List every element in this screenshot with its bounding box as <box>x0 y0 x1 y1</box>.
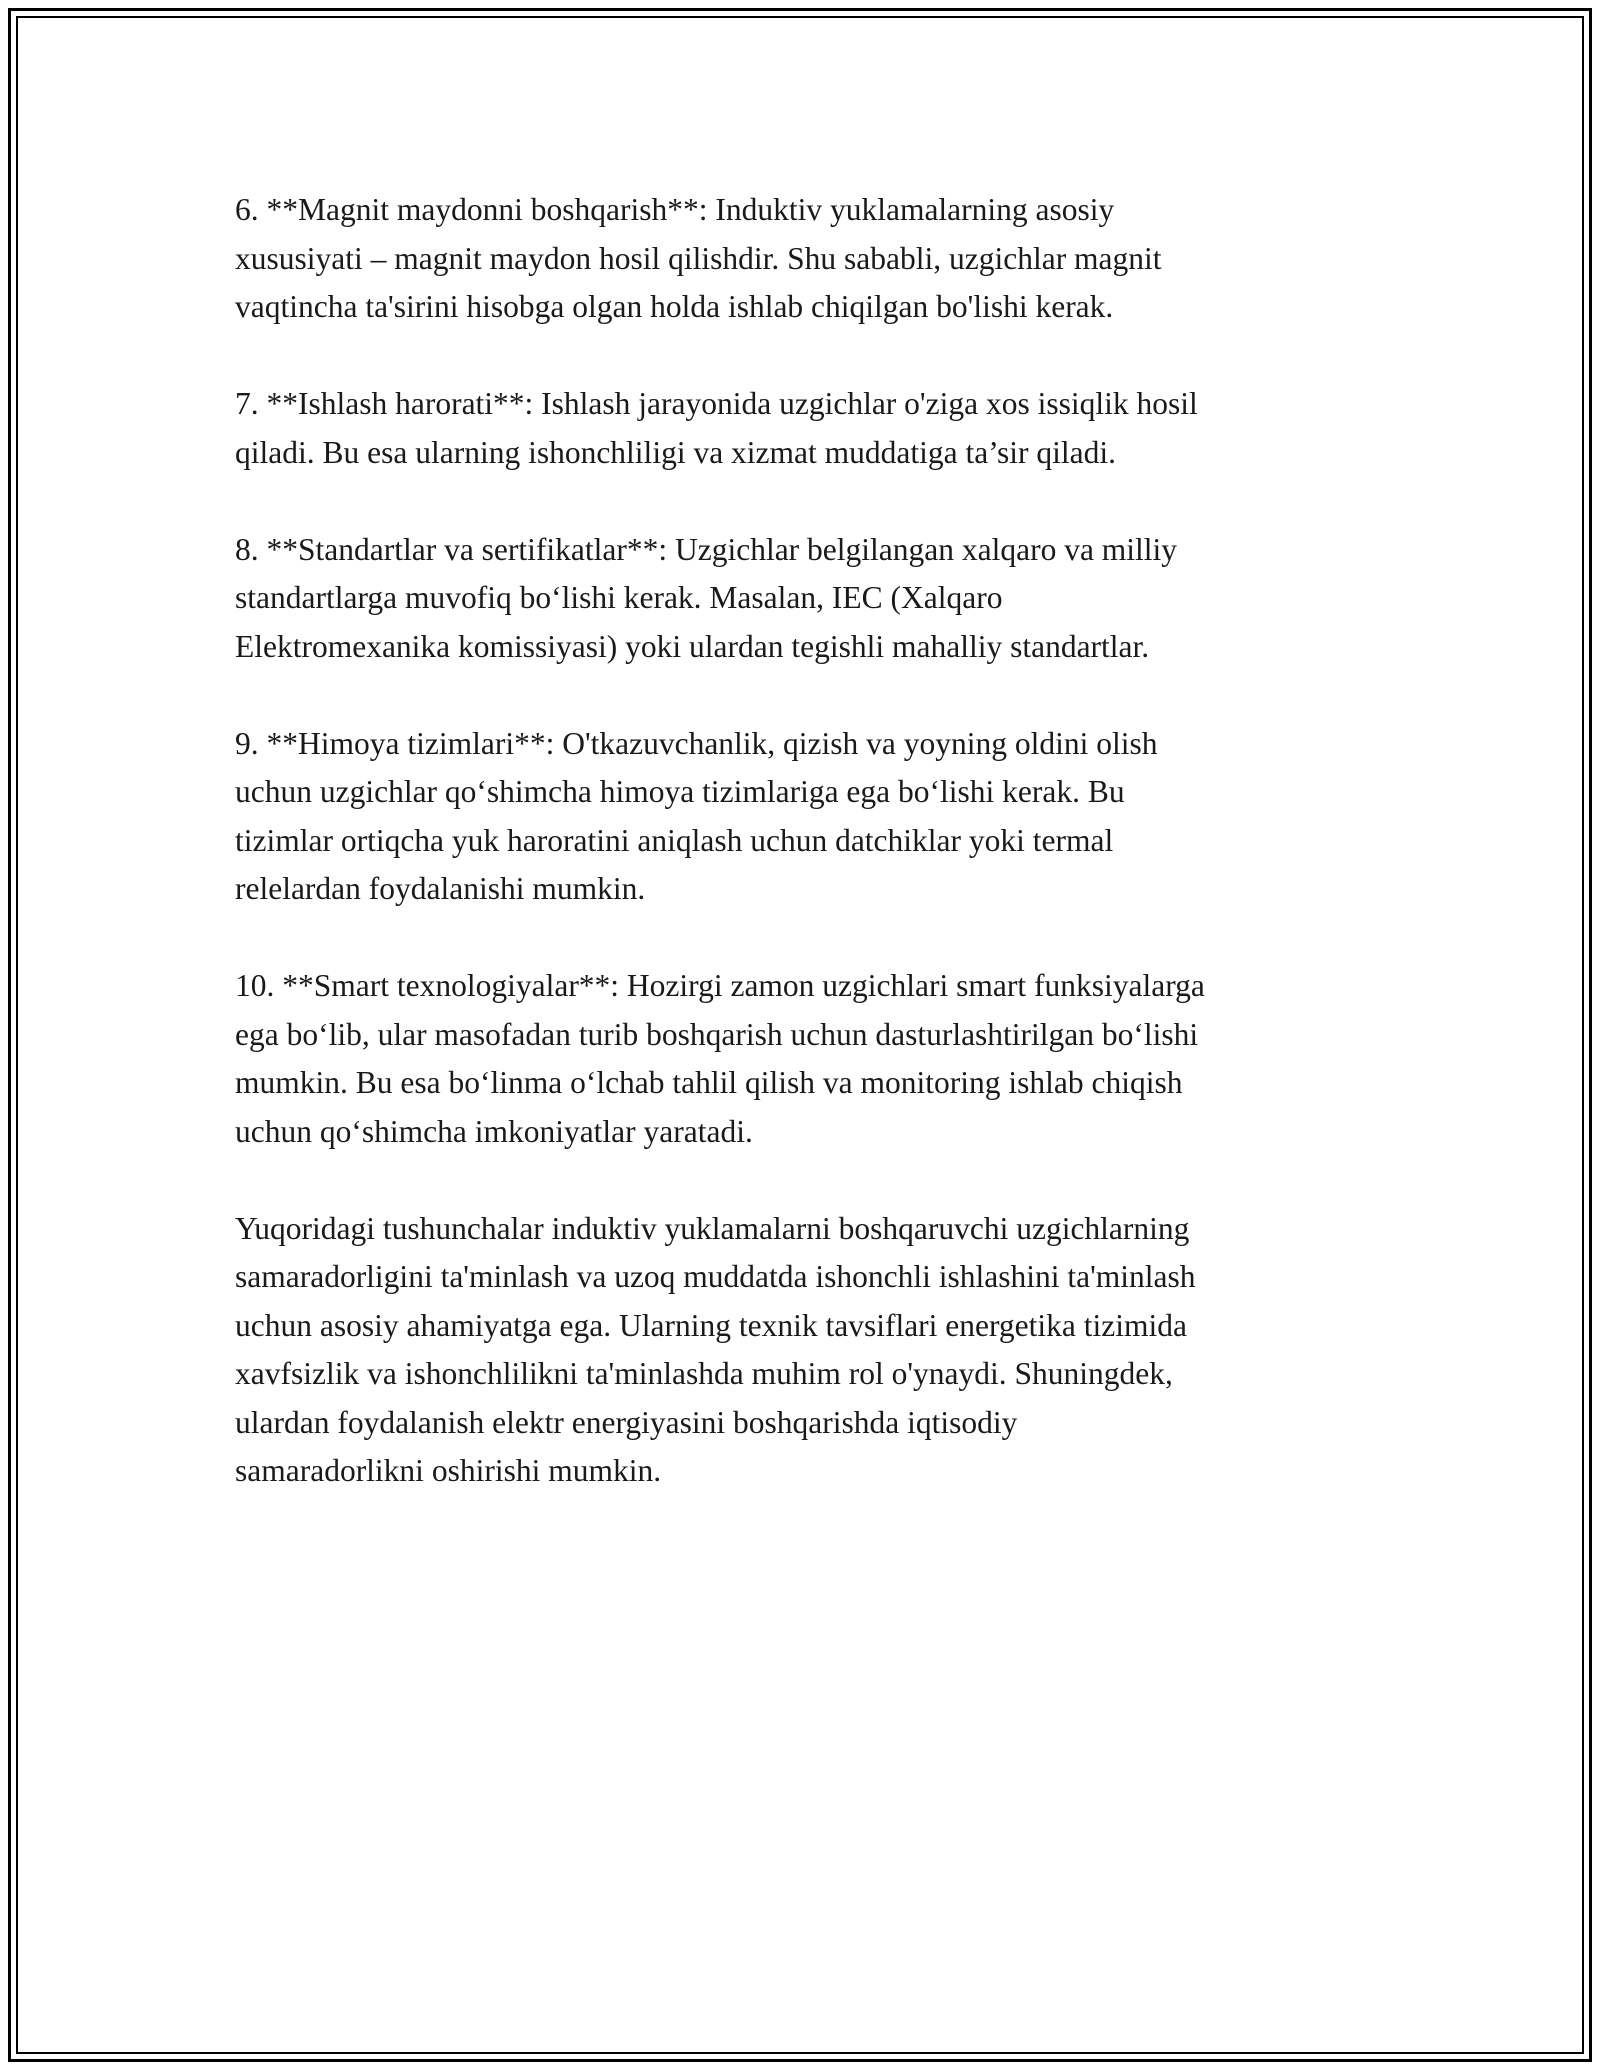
paragraph-operating-temperature: 7. **Ishlash harorati**: Ishlash jarayonida uzgichlar o'ziga xos issiqlik hosil qiladi. Bu esa ularning ishonchliligi va xizmat muddatiga ta’sir qiladi. <box>235 386 1198 470</box>
paragraph-smart-technologies: 10. **Smart texnologiyalar**: Hozirgi zamon uzgichlari smart funksiyalarga ega boʻlib, ular masofadan turib boshqarish uchun dasturlashtirilgan boʻlishi mumkin. Bu esa boʻlinma oʻlchab tahlil qilish va monitoring ishlab chiqish uchun qoʻshimcha imkoniyatlar yaratadi. <box>235 968 1205 1149</box>
paragraph-protection-systems: 9. **Himoya tizimlari**: O'tkazuvchanlik, qizish va yoyning oldini olish uchun uzgichlar qoʻshimcha himoya tizimlariga ega boʻlishi kerak. Bu tizimlar ortiqcha yuk haroratini aniqlash uchun datchiklar yoki termal relelardan foydalanishi mumkin. <box>235 725 1158 906</box>
paragraph-standards: 8. **Standartlar va sertifikatlar**: Uzgichlar belgilangan xalqaro va milliy standartlarga muvofiq boʻlishi kerak. Masalan, IEC (Xalqaro Elektromexanika komissiyasi) yoki ulardan tegishli mahalliy standartlar. <box>235 531 1178 664</box>
paragraph-magnetic-field: 6. **Magnit maydonni boshqarish**: Induktiv yuklamalarning asosiy xususiyati – magnit maydon hosil qilishdir. Shu sababli, uzgichlar magnit vaqtincha ta'sirini hisobga olgan holda ishlab chiqilgan bo'lishi kerak. <box>235 192 1162 324</box>
paragraph-conclusion: Yuqoridagi tushunchalar induktiv yuklamalarni boshqaruvchi uzgichlarning samaradorligini ta'minlash va uzoq muddatda ishonchli ishlashini ta'minlash uchun asosiy ahamiyatga ega. Ularning texnik tavsiflari energetika tizimida xavfsizlik va ishonchlilikni ta'minlashda muhim rol o'ynaydi. Shuningdek, ulardan foydalanish elektr energiyasini boshqarishda iqtisodiy samaradorlikni oshirishi mumkin. <box>235 1210 1196 1488</box>
document-body <box>235 186 1385 1544</box>
